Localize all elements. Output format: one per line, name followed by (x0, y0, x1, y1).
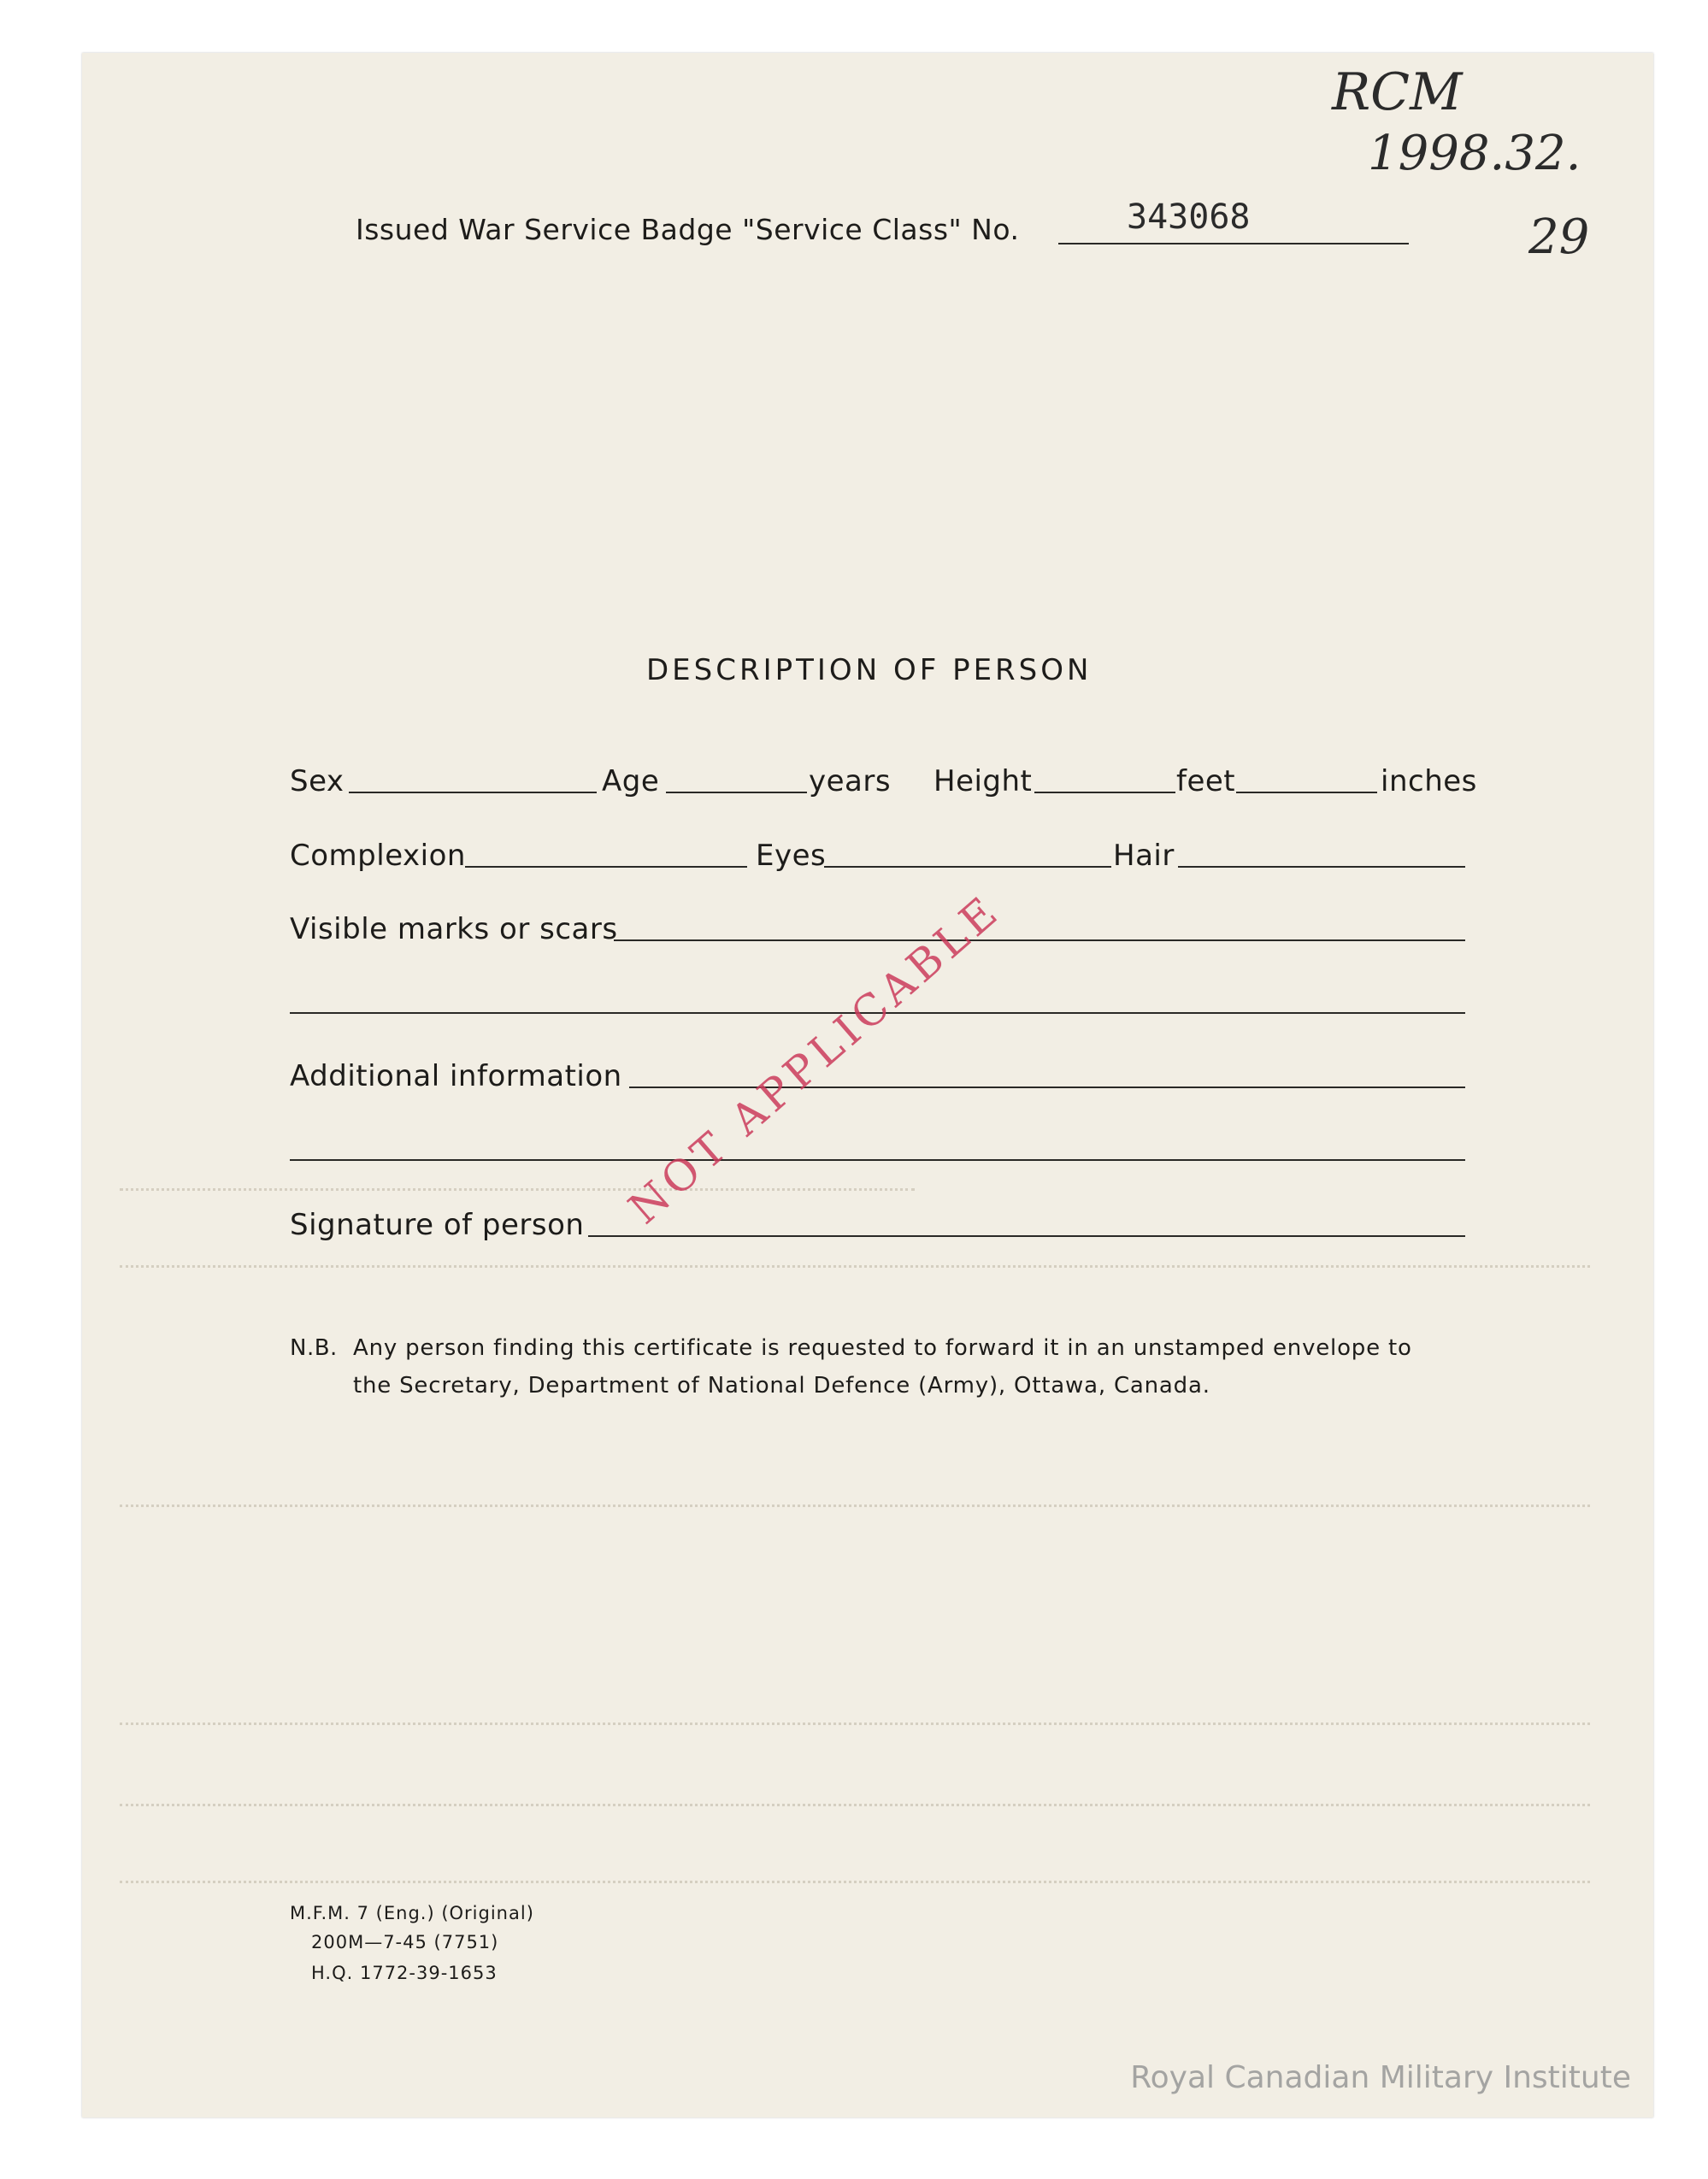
badge-label: Issued War Service Badge "Service Class" No. (356, 213, 1020, 246)
show-through-line (120, 1505, 1590, 1507)
eyes-field (824, 866, 1111, 868)
note-line1: Any person finding this certificate is requested to forward it in an unstamped envelope to (353, 1335, 1412, 1361)
show-through-line (120, 1188, 915, 1191)
age-label: Age (602, 764, 660, 798)
form-title: DESCRIPTION OF PERSON (646, 653, 1093, 687)
age-field (666, 792, 807, 793)
archive-ref-line3: 29 (1528, 209, 1590, 265)
complexion-field (465, 866, 747, 868)
additional-label: Additional information (290, 1059, 622, 1093)
archive-ref-line2: 1998.32. (1368, 126, 1581, 181)
inches-field (1236, 792, 1377, 793)
inches-label: inches (1381, 764, 1477, 798)
not-applicable-stamp: NOT APPLICABLE (619, 885, 1010, 1234)
badge-number-line (1058, 243, 1409, 244)
note-prefix: N.B. (290, 1335, 338, 1361)
note-line2: the Secretary, Department of National Defence (Army), Ottawa, Canada. (353, 1373, 1210, 1399)
eyes-label: Eyes (756, 839, 827, 873)
signature-label: Signature of person (290, 1208, 585, 1242)
sex-field (349, 792, 597, 793)
marks-field (614, 939, 1465, 941)
complexion-label: Complexion (290, 839, 466, 873)
form-code-line3: H.Q. 1772-39-1653 (311, 1963, 498, 1983)
institution-watermark: Royal Canadian Military Institute (1130, 2060, 1631, 2095)
form-code-line2: 200M—7-45 (7751) (311, 1932, 499, 1952)
additional-field-continued (290, 1159, 1465, 1161)
badge-number: 343068 (1127, 197, 1251, 237)
form-code-line1: M.F.M. 7 (Eng.) (Original) (290, 1903, 534, 1923)
years-label: years (809, 764, 892, 798)
show-through-line (120, 1881, 1590, 1883)
height-label: Height (934, 764, 1033, 798)
show-through-line (120, 1265, 1590, 1268)
show-through-line (120, 1804, 1590, 1806)
archive-ref-line1: RCM (1332, 62, 1463, 122)
hair-label: Hair (1113, 839, 1175, 873)
marks-label: Visible marks or scars (290, 912, 618, 946)
feet-label: feet (1176, 764, 1236, 798)
show-through-line (120, 1723, 1590, 1725)
signature-field (588, 1235, 1465, 1237)
sex-label: Sex (290, 764, 345, 798)
feet-field (1034, 792, 1175, 793)
hair-field (1178, 866, 1465, 868)
